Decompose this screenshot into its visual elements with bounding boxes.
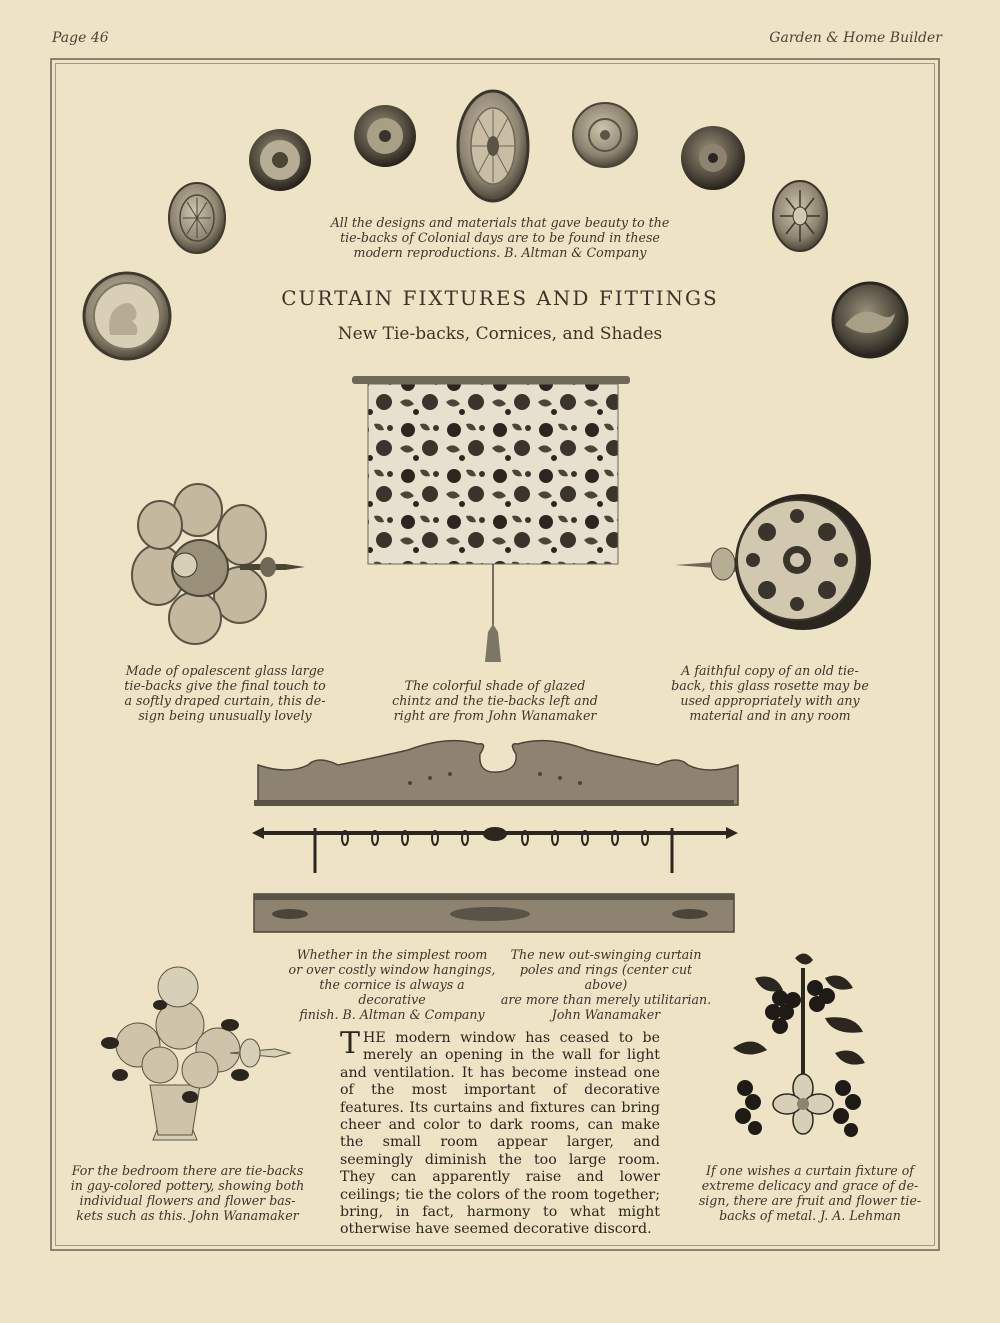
- article-body: [340, 1026, 660, 1239]
- center-mid-caption: The colorful shade of glazed chintz and the tie-backs left and right are from John Wanamaker: [392, 678, 598, 723]
- top-caption: All the designs and materials that gave beauty to the tie-backs of Colonial days are to be found in these modern reproductions. B. Altman & Company: [330, 215, 670, 260]
- flower-medallion-icon: [354, 105, 416, 167]
- cornice-caption: Whether in the simplest room or over costly window hangings, the cornice is always a decorative finish. B. Altman & Company: [288, 947, 496, 1022]
- bottom-left-caption: For the bedroom there are tie-backs in gay-colored pottery, showing both individual flowers and flower bas- kets such as this. John Wanamaker: [70, 1163, 305, 1223]
- article-body-text: HE modern window has ceased to be merely an opening in the wall for light and ventilation. It has become instead one of the most important of decorative features. Its curtains and fixtures can bring cheer and color to dark rooms, can make the small room appear larger, and seemingly diminish the too large room. They can apparently raise and lower ceilings; tie the colors of the room together; bring, in fact, harmony to what might otherwise have seemed decorative discord.: [340, 1030, 660, 1238]
- ornate-round-medallion-icon: [573, 103, 637, 167]
- bottom-right-caption: If one wishes a curtain fixture of extreme delicacy and grace of de- sign, there are fruit and flower tie- backs of metal. J. A. Lehman: [698, 1163, 922, 1223]
- chintz-shade-illustration: [350, 372, 640, 672]
- oval-fan-medallion-icon: [169, 183, 225, 253]
- drop-cap: T: [340, 1026, 361, 1061]
- article-subtitle: New Tie-backs, Cornices, and Shades: [337, 324, 663, 344]
- dark-rosette-medallion-icon: [681, 126, 745, 190]
- publication-name: Garden & Home Builder: [769, 30, 942, 46]
- right-mid-caption: A faithful copy of an old tie- back, this glass rosette may be used appropriately with any material and in any room: [671, 663, 869, 723]
- tie-back-medallions-illustration: [0, 0, 1000, 380]
- pole-caption: The new out-swinging curtain poles and rings (center cut above) are more than merely utilitarian. John Wanamaker: [500, 947, 712, 1022]
- pottery-basket-tie-back-illustration: [80, 965, 290, 1145]
- rosette-medallion-icon: [249, 129, 311, 191]
- metal-fruit-flower-tie-back-illustration: [725, 948, 895, 1148]
- glass-rosette-tie-back-illustration: [675, 480, 865, 655]
- oval-star-medallion-icon: [773, 181, 827, 251]
- cornice-and-pole-illustration: [250, 738, 740, 938]
- left-mid-caption: Made of opalescent glass large tie-backs give the final touch to a softly draped curtain, this de- sign being unusually lovely: [124, 663, 326, 723]
- article-title: CURTAIN FIXTURES AND FITTINGS: [281, 286, 719, 310]
- opalescent-glass-tie-back-illustration: [130, 480, 310, 655]
- oval-sunburst-medallion-icon: [458, 91, 528, 201]
- page-number: Page 46: [52, 30, 109, 46]
